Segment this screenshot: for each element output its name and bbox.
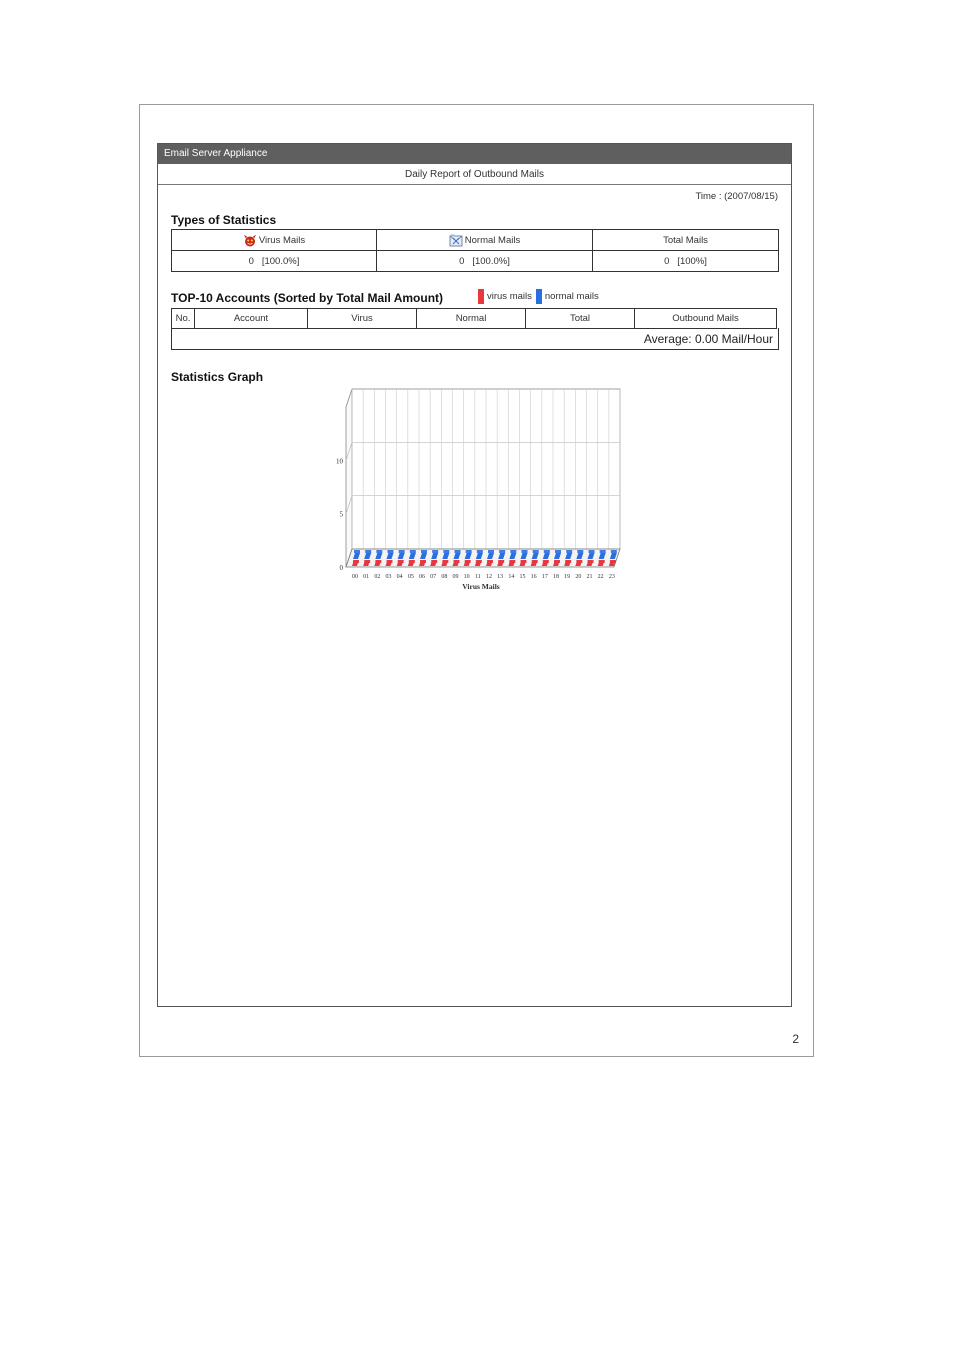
x-tick-label: 03: [385, 574, 392, 580]
x-tick-label: 06: [419, 574, 425, 580]
bar-normal-top: [455, 550, 461, 553]
average-row: Average: 0.00 Mail/Hour: [171, 328, 779, 350]
chart-side-wall: [346, 389, 352, 567]
bar-normal-top: [421, 550, 427, 553]
top10-header-row: [172, 309, 777, 329]
normal-mails-value: 0 [100.0%]: [377, 251, 593, 272]
col-total: Total: [526, 309, 635, 329]
x-tick-label: 17: [541, 574, 548, 580]
bar-virus-top: [465, 560, 471, 563]
x-tick-label: 23: [608, 574, 615, 580]
total-mails-value: 0 [100%]: [593, 251, 779, 272]
x-tick-label: 00: [352, 574, 358, 580]
bar-normal-top: [544, 550, 550, 553]
page-number: 2: [792, 1032, 799, 1046]
bar-normal-top: [499, 550, 505, 553]
bar-virus-top: [387, 560, 393, 563]
virus-mails-label: Virus Mails: [258, 234, 306, 246]
report-panel: [157, 143, 792, 1007]
x-tick-label: 08: [441, 574, 448, 580]
bar-virus-top: [610, 560, 616, 563]
normal-mails-label: Normal Mails: [464, 234, 521, 246]
normal-mails-header: [377, 230, 593, 251]
bar-normal-top: [365, 550, 371, 553]
x-tick-label: 04: [396, 574, 403, 580]
x-tick-label: 09: [452, 574, 459, 580]
x-tick-label: 11: [474, 574, 481, 580]
bar-normal-top: [376, 550, 382, 553]
bar-virus-top: [487, 560, 493, 563]
x-tick-label: 22: [597, 574, 604, 580]
bar-normal-top: [388, 550, 394, 553]
bar-normal-top: [410, 550, 416, 553]
bar-virus-top: [442, 560, 448, 563]
bar-normal-top: [488, 550, 494, 553]
x-tick-label: 10: [463, 574, 470, 580]
x-tick-label: 19: [564, 574, 571, 580]
virus-mails-value: 0 [100.0%]: [172, 251, 377, 272]
bar-virus-top: [576, 560, 582, 563]
y-tick-label: 5: [339, 510, 343, 519]
bar-virus-top: [398, 560, 404, 563]
total-mails-header: Total Mails: [593, 230, 779, 251]
x-tick-label: 12: [486, 574, 492, 580]
types-stat-table: [171, 229, 779, 272]
virus-devil-icon: [243, 234, 257, 247]
bar-normal-top: [577, 550, 583, 553]
bar-virus-top: [498, 560, 504, 563]
x-tick-label: 21: [586, 574, 593, 580]
bar-virus-top: [532, 560, 538, 563]
types-section-title: Types of Statistics: [171, 213, 277, 227]
bar-virus-top: [431, 560, 437, 563]
bar-virus-top: [454, 560, 460, 563]
top10-section-title: TOP-10 Accounts (Sorted by Total Mail Amount): [171, 291, 444, 305]
x-tick-label: 05: [407, 574, 414, 580]
x-tick-label: 18: [553, 574, 559, 580]
report-title: Daily Report of Outbound Mails: [158, 164, 791, 185]
bar-normal-top: [466, 550, 472, 553]
col-normal: Normal: [417, 309, 526, 329]
chart-legend: [478, 289, 599, 304]
bar-normal-top: [566, 550, 572, 553]
x-tick-label: 14: [508, 574, 515, 580]
col-no: No.: [172, 309, 195, 329]
x-tick-label: 16: [530, 574, 537, 580]
top10-table: [171, 308, 777, 329]
bar-normal-top: [522, 550, 528, 553]
virus-mails-header: [172, 230, 377, 251]
x-tick-label: 02: [374, 574, 381, 580]
bar-virus-top: [554, 560, 560, 563]
bar-virus-top: [565, 560, 571, 563]
x-tick-label: 07: [430, 574, 437, 580]
x-axis-label: Virus Mails: [462, 582, 500, 591]
x-tick-label: 01: [363, 574, 370, 580]
graph-section-title: Statistics Graph: [171, 370, 264, 384]
normal-mail-icon: [449, 234, 463, 247]
bar-normal-top: [600, 550, 606, 553]
bar-normal-top: [432, 550, 438, 553]
bar-normal-top: [443, 550, 449, 553]
bar-normal-top: [589, 550, 595, 553]
bar-normal-top: [354, 550, 360, 553]
bar-normal-top: [399, 550, 405, 553]
bar-normal-top: [555, 550, 561, 553]
bar-virus-top: [521, 560, 527, 563]
legend-label-virus: virus mails: [487, 291, 532, 302]
stat-value-row: [172, 251, 779, 272]
bar-virus-top: [476, 560, 482, 563]
x-tick-label: 15: [519, 574, 526, 580]
app-title-bar: Email Server Appliance: [158, 144, 791, 164]
y-tick-label: 0: [339, 564, 343, 572]
bar-virus-top: [364, 560, 370, 563]
bar-virus-top: [509, 560, 515, 563]
bar-normal-top: [611, 550, 617, 553]
bar-normal-top: [477, 550, 483, 553]
bar-virus-top: [353, 560, 359, 563]
legend-label-normal: normal mails: [544, 291, 599, 302]
y-tick-label: 10: [336, 457, 343, 466]
statistics-graph: [336, 384, 628, 591]
x-tick-label: 13: [497, 574, 504, 580]
bar-virus-top: [375, 560, 381, 563]
bar-virus-top: [409, 560, 415, 563]
bar-virus-top: [588, 560, 594, 563]
legend-swatch-normal: [536, 289, 542, 304]
bar-virus-top: [543, 560, 549, 563]
legend-swatch-virus: [478, 289, 484, 304]
col-account: Account: [195, 309, 308, 329]
x-tick-label: 20: [575, 574, 582, 580]
bar-normal-top: [510, 550, 516, 553]
bar-virus-top: [599, 560, 605, 563]
report-time: Time : (2007/08/15): [695, 191, 778, 202]
col-outbound-mails: Outbound Mails: [635, 309, 777, 329]
bar-virus-top: [420, 560, 426, 563]
col-virus: Virus: [308, 309, 417, 329]
bar-normal-top: [533, 550, 539, 553]
stat-header-row: [172, 230, 779, 251]
